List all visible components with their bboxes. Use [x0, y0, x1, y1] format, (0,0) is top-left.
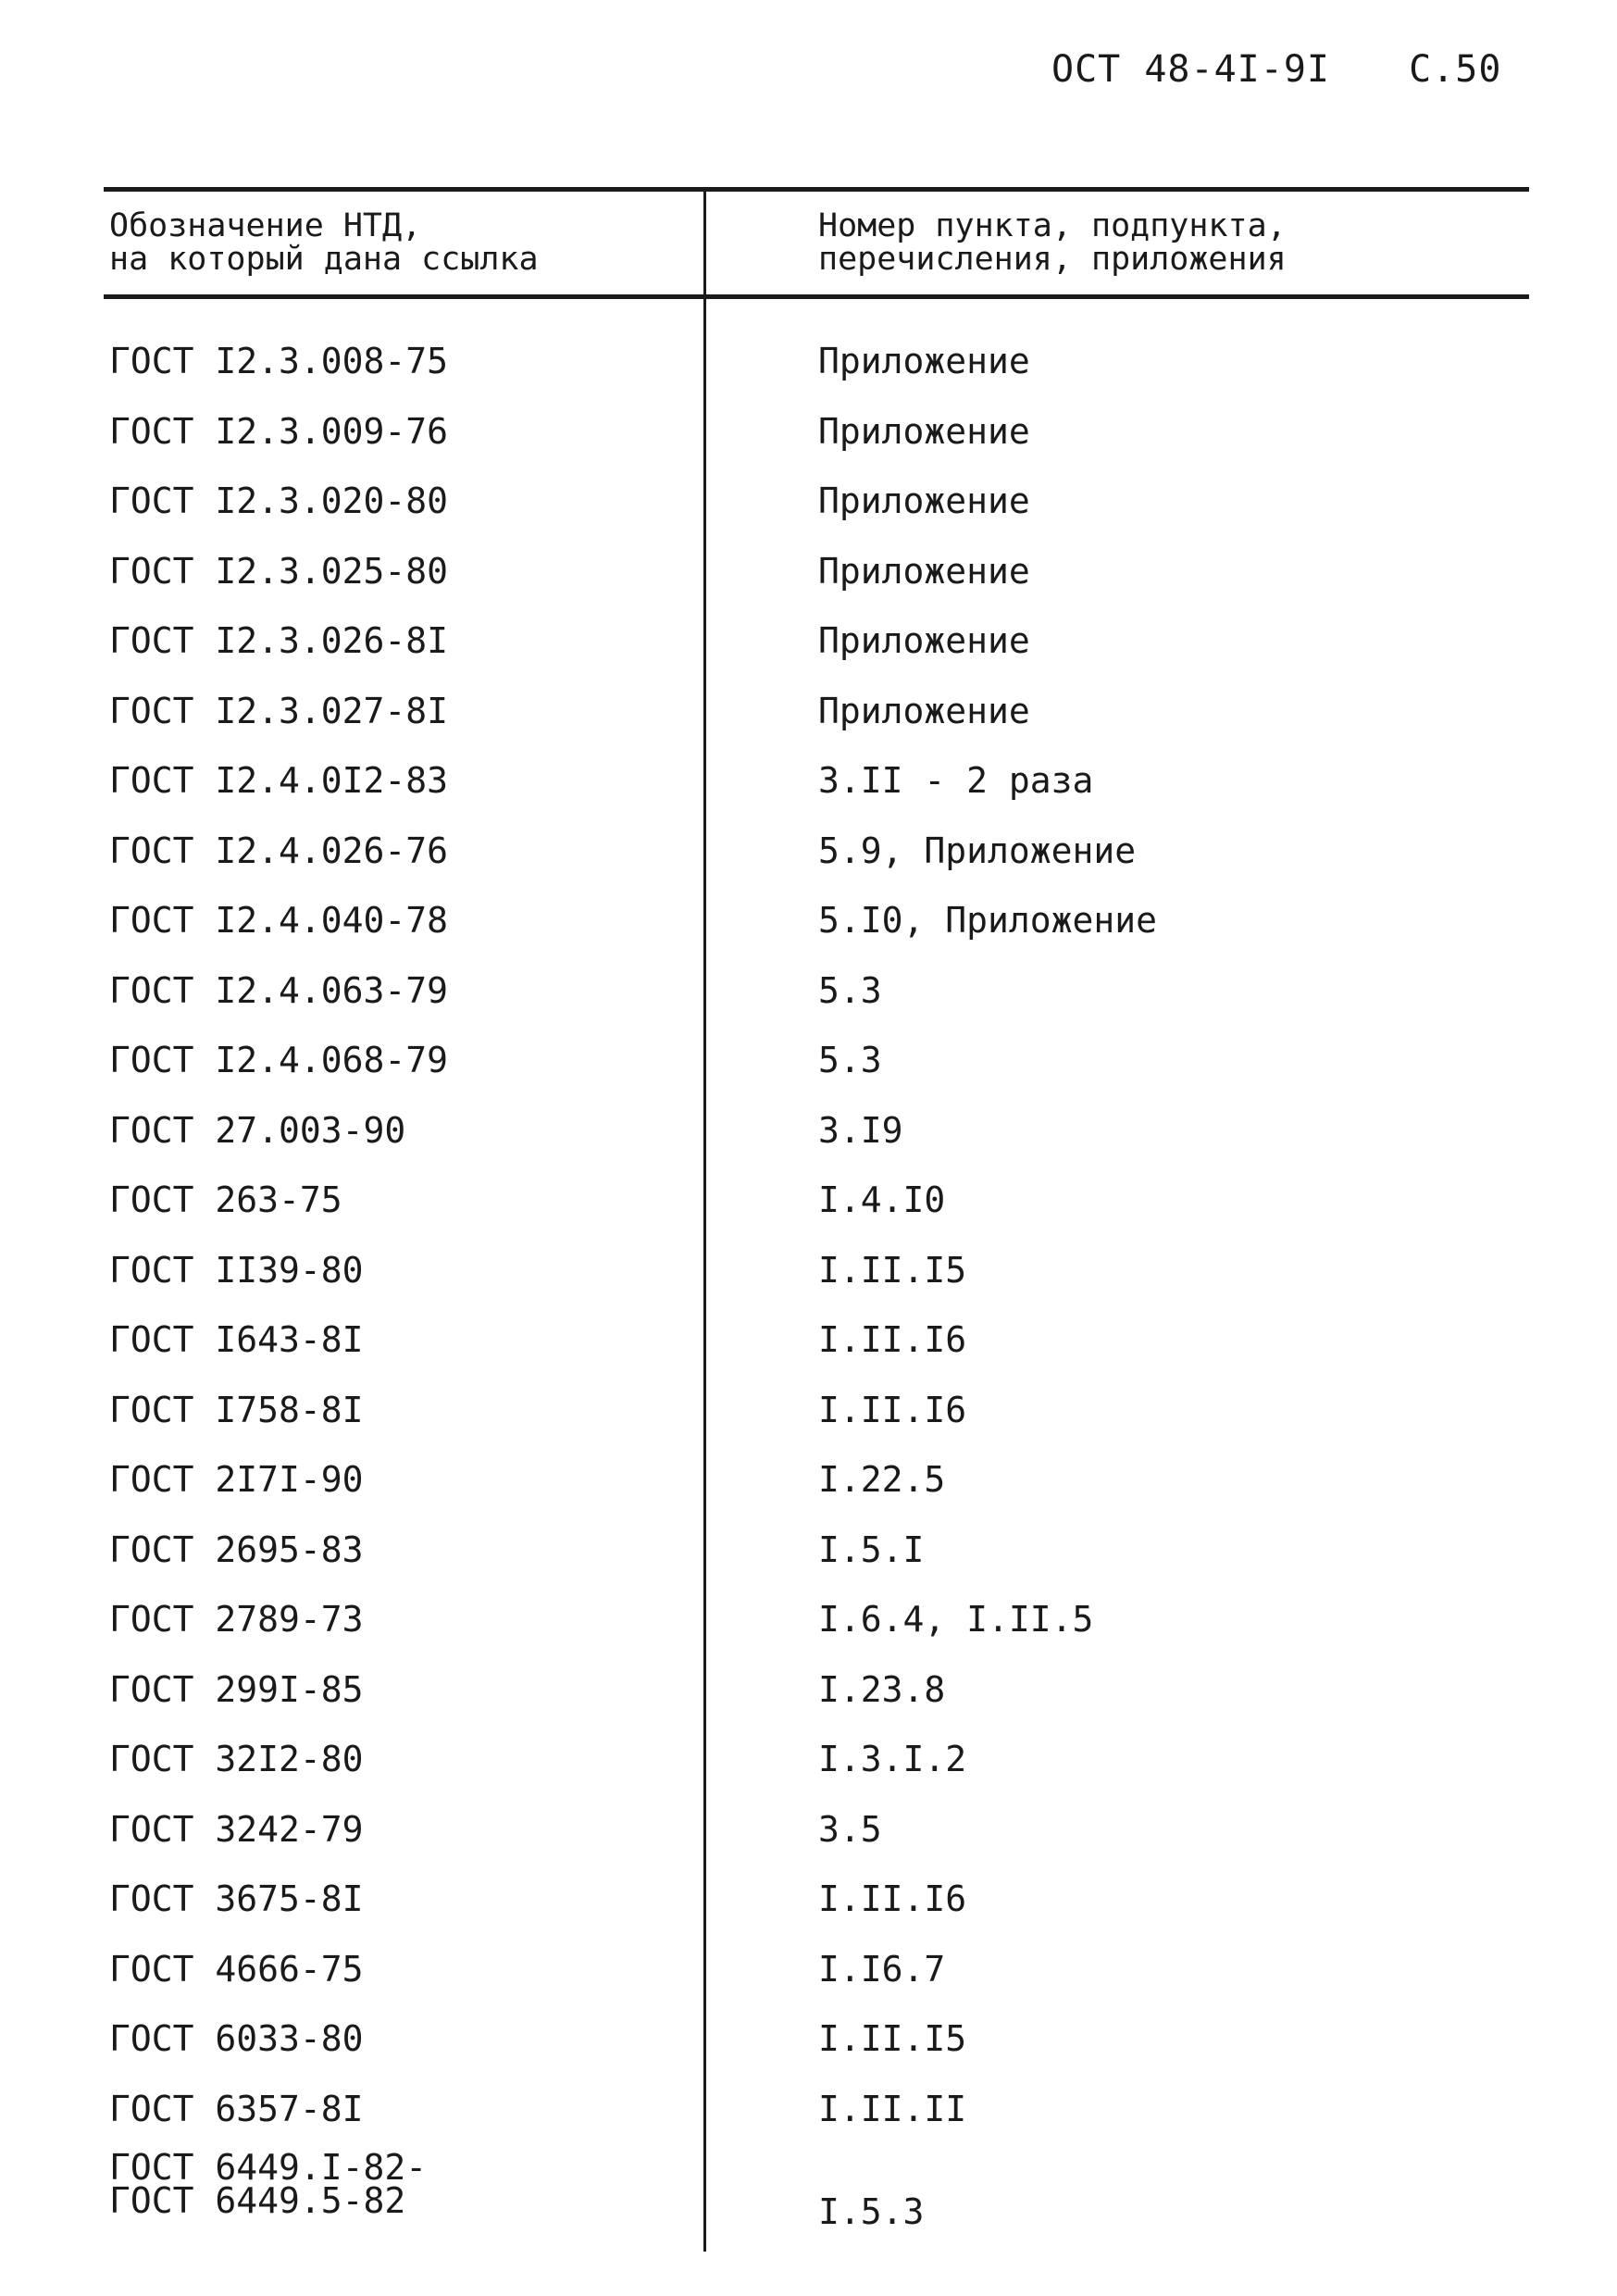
clause-cell: 5.3	[818, 1040, 882, 1080]
reference-cell: ГОСТ I2.3.027-8I	[109, 690, 449, 731]
reference-cell	[109, 2147, 428, 2221]
table-row	[0, 2011, 1617, 2081]
table-row	[0, 1103, 1617, 1173]
column-header-reference-line2: на который дана ссылка	[109, 241, 539, 278]
table-row	[0, 1662, 1617, 1732]
clause-cell: Приложение	[818, 690, 1030, 731]
clause-cell: I.II.I5	[818, 1249, 967, 1291]
clause-cell: 5.9, Приложение	[818, 830, 1137, 871]
reference-cell: ГОСТ 3675-8I	[109, 1878, 364, 1919]
reference-cell: ГОСТ I2.3.009-76	[109, 410, 449, 452]
reference-cell: ГОСТ 6033-80	[109, 2018, 364, 2059]
clause-cell: I.5.I	[818, 1529, 925, 1570]
reference-cell: ГОСТ 2695-83	[109, 1529, 364, 1570]
reference-cell: ГОСТ I643-8I	[109, 1319, 364, 1360]
reference-cell: ГОСТ 2789-73	[109, 1599, 364, 1640]
reference-cell: ГОСТ I2.3.020-80	[109, 480, 449, 521]
reference-cell: ГОСТ I2.4.040-78	[109, 900, 449, 941]
clause-cell: Приложение	[818, 480, 1030, 521]
clause-cell: 3.5	[818, 1808, 882, 1850]
clause-cell: 3.I9	[818, 1109, 903, 1151]
table-row	[0, 404, 1617, 474]
clause-cell: 3.II - 2 раза	[818, 760, 1094, 801]
table-row	[0, 2081, 1617, 2152]
page-header	[1051, 48, 1501, 91]
reference-cell: ГОСТ 2I7I-90	[109, 1459, 364, 1500]
clause-cell: Приложение	[818, 550, 1030, 592]
table-top-rule	[104, 187, 1529, 192]
table-row	[0, 1522, 1617, 1592]
clause-cell: 5.3	[818, 969, 882, 1011]
reference-cell: ГОСТ 4666-75	[109, 1948, 364, 1990]
clause-cell: I.6.4, I.II.5	[818, 1599, 1094, 1640]
table-body	[0, 333, 1617, 2262]
column-header-reference-line1: Обозначение НТД,	[109, 207, 422, 244]
table-row	[0, 1242, 1617, 1313]
reference-cell: ГОСТ I2.4.068-79	[109, 1040, 449, 1080]
reference-cell: ГОСТ I758-8I	[109, 1389, 364, 1430]
clause-cell: I.22.5	[818, 1459, 946, 1500]
table-row	[0, 1032, 1617, 1103]
table-row	[0, 823, 1617, 893]
reference-cell-line2: ГОСТ 6449.5-82	[109, 2180, 406, 2221]
reference-cell: ГОСТ 32I2-80	[109, 1739, 364, 1779]
reference-cell: ГОСТ I2.4.0I2-83	[109, 760, 449, 801]
table-row	[0, 1172, 1617, 1242]
table-row	[0, 613, 1617, 683]
column-header-reference	[109, 209, 539, 276]
clause-cell: I.4.I0	[818, 1179, 946, 1220]
reference-cell: ГОСТ 27.003-90	[109, 1109, 406, 1151]
clause-cell: Приложение	[818, 620, 1030, 661]
column-header-clause	[818, 209, 1287, 276]
table-row	[0, 1941, 1617, 2012]
clause-cell: I.II.I6	[818, 1389, 967, 1430]
clause-cell: I.II.I6	[818, 1878, 967, 1919]
reference-cell: ГОСТ I2.4.063-79	[109, 969, 449, 1011]
table-row	[0, 1591, 1617, 1662]
reference-cell-line1: ГОСТ 6449.I-82-	[109, 2147, 428, 2188]
clause-cell: I.II.I5	[818, 2018, 967, 2059]
table-header-rule	[104, 294, 1529, 299]
reference-cell: ГОСТ II39-80	[109, 1249, 364, 1291]
table-row	[0, 543, 1617, 614]
table-row	[0, 333, 1617, 404]
clause-cell: I.II.II	[818, 2088, 967, 2129]
clause-cell: I.I6.7	[818, 1948, 946, 1990]
reference-cell: ГОСТ I2.3.008-75	[109, 341, 449, 381]
clause-cell: 5.I0, Приложение	[818, 900, 1158, 941]
table-row	[0, 1802, 1617, 1872]
reference-cell: ГОСТ 263-75	[109, 1179, 342, 1220]
column-header-clause-line1: Номер пункта, подпункта,	[818, 207, 1287, 244]
table-row	[0, 1382, 1617, 1453]
reference-cell: ГОСТ I2.3.025-80	[109, 550, 449, 592]
clause-cell: I.23.8	[818, 1668, 946, 1710]
document-code: ОСТ 48-4I-9I	[1051, 48, 1330, 91]
clause-cell: I.II.I6	[818, 1319, 967, 1360]
table-row	[0, 753, 1617, 823]
clause-cell: I.3.I.2	[818, 1739, 967, 1779]
clause-cell: Приложение	[818, 341, 1030, 381]
column-header-clause-line2: перечисления, приложения	[818, 241, 1287, 278]
reference-cell: ГОСТ 6357-8I	[109, 2088, 364, 2129]
table-row	[0, 473, 1617, 543]
reference-cell: ГОСТ 299I-85	[109, 1668, 364, 1710]
table-row	[0, 683, 1617, 754]
table-row	[0, 1312, 1617, 1382]
reference-cell: ГОСТ I2.3.026-8I	[109, 620, 449, 661]
table-row	[0, 1731, 1617, 1802]
table-row	[0, 2147, 1617, 2262]
clause-cell: I.5.3	[818, 2191, 925, 2232]
page-number: С.50	[1409, 48, 1502, 91]
table-row	[0, 1871, 1617, 1941]
reference-cell: ГОСТ 3242-79	[109, 1808, 364, 1850]
table-row	[0, 1452, 1617, 1522]
reference-cell: ГОСТ I2.4.026-76	[109, 830, 449, 871]
clause-cell: Приложение	[818, 410, 1030, 452]
table-row	[0, 963, 1617, 1033]
table-row	[0, 892, 1617, 963]
